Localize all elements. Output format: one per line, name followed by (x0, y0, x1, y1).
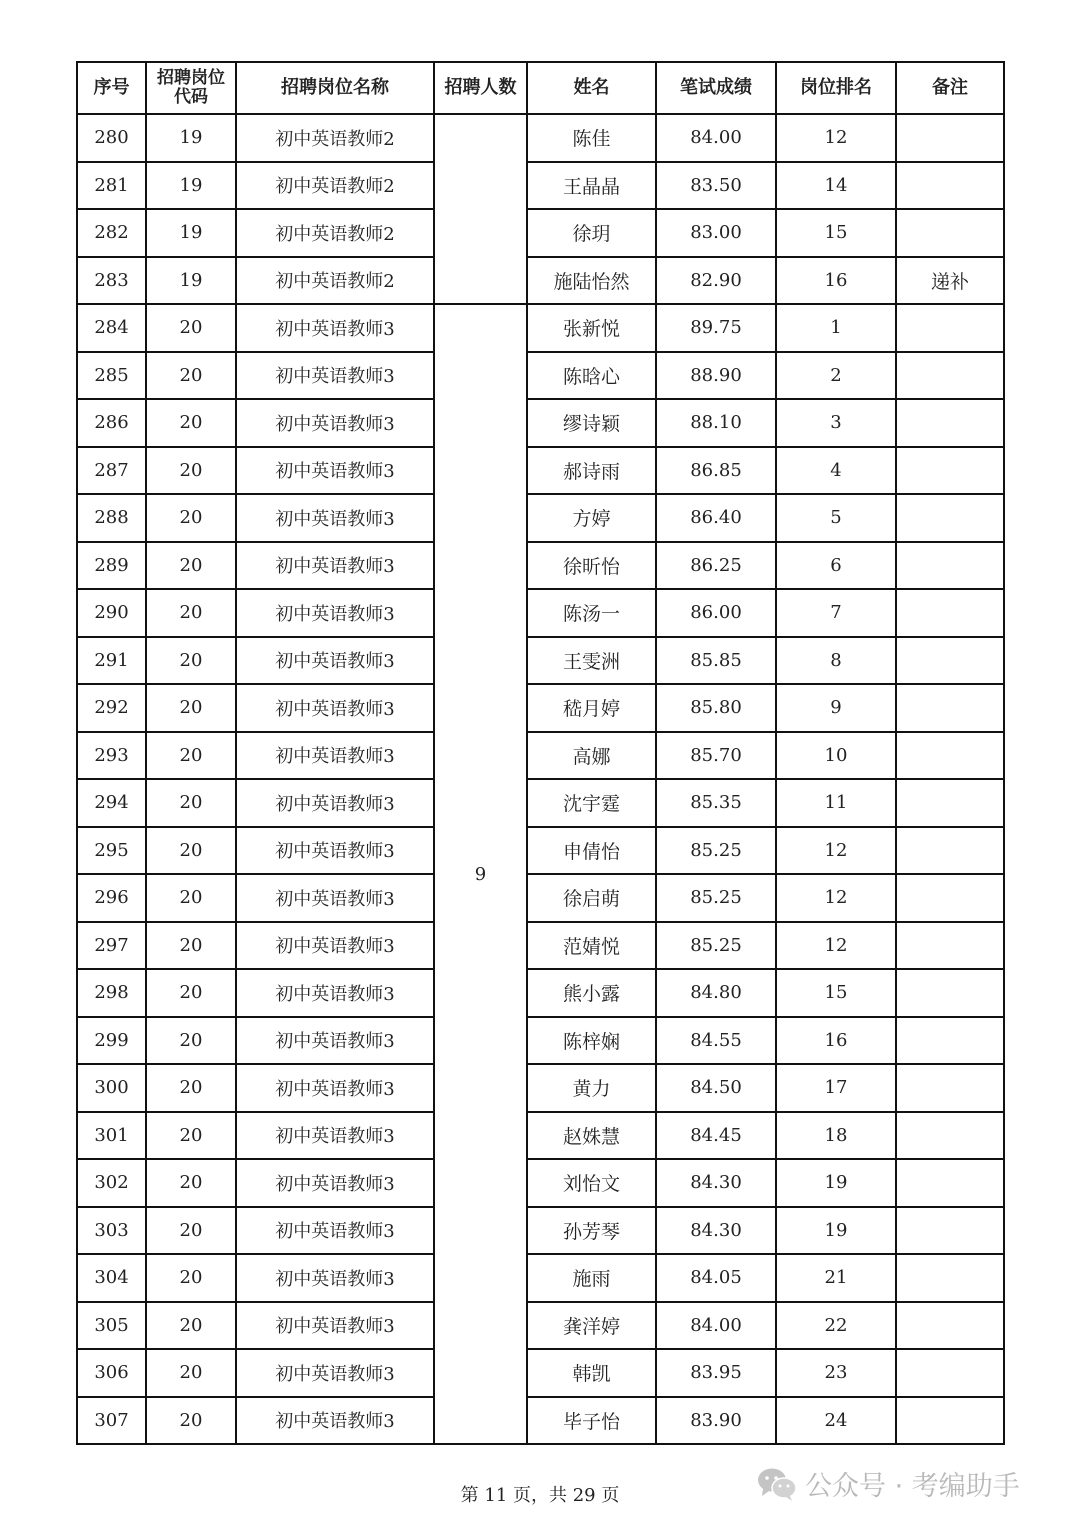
row-post-rank: 12 (776, 827, 896, 875)
table-row (77, 1207, 1004, 1255)
row-post-rank: 1 (776, 304, 896, 352)
row-remark (896, 732, 1004, 780)
row-candidate-name: 赵姝慧 (527, 1112, 656, 1160)
row-remark (896, 1302, 1004, 1350)
row-candidate-name: 陈佳 (527, 114, 656, 162)
row-written-score: 88.90 (656, 352, 776, 400)
row-seq: 300 (77, 1064, 146, 1112)
table-row (77, 637, 1004, 685)
row-written-score: 85.85 (656, 637, 776, 685)
row-post-name: 初中英语教师3 (236, 732, 434, 780)
row-post-name: 初中英语教师2 (236, 114, 434, 162)
table-row (77, 447, 1004, 495)
row-post-code: 20 (146, 1112, 236, 1160)
row-post-code: 20 (146, 399, 236, 447)
row-written-score: 88.10 (656, 399, 776, 447)
row-written-score: 82.90 (656, 257, 776, 305)
row-written-score: 85.80 (656, 684, 776, 732)
row-post-code: 20 (146, 922, 236, 970)
row-post-rank: 17 (776, 1064, 896, 1112)
row-post-name: 初中英语教师3 (236, 447, 434, 495)
row-seq: 298 (77, 969, 146, 1017)
row-remark (896, 969, 1004, 1017)
row-seq: 295 (77, 827, 146, 875)
row-post-code: 20 (146, 1397, 236, 1445)
row-seq: 301 (77, 1112, 146, 1160)
row-remark (896, 874, 1004, 922)
row-post-code: 20 (146, 447, 236, 495)
row-candidate-name: 毕子怡 (527, 1397, 656, 1445)
row-candidate-name: 徐启萌 (527, 874, 656, 922)
row-seq: 291 (77, 637, 146, 685)
row-remark (896, 1017, 1004, 1065)
row-seq: 299 (77, 1017, 146, 1065)
row-post-name: 初中英语教师3 (236, 1397, 434, 1445)
row-candidate-name: 王雯洲 (527, 637, 656, 685)
row-post-code: 20 (146, 969, 236, 1017)
header-row (77, 62, 1004, 114)
row-seq: 285 (77, 352, 146, 400)
table-row (77, 1017, 1004, 1065)
row-candidate-name: 范婧悦 (527, 922, 656, 970)
row-post-name: 初中英语教师3 (236, 637, 434, 685)
row-written-score: 85.25 (656, 827, 776, 875)
header-post-rank: 岗位排名 (776, 62, 896, 114)
hire-count-group-20: 9 (434, 304, 527, 1444)
row-written-score: 85.70 (656, 732, 776, 780)
table-row (77, 827, 1004, 875)
row-seq: 280 (77, 114, 146, 162)
table-row (77, 779, 1004, 827)
table-row (77, 1302, 1004, 1350)
row-post-code: 19 (146, 162, 236, 210)
row-remark (896, 399, 1004, 447)
row-written-score: 84.30 (656, 1159, 776, 1207)
row-written-score: 84.45 (656, 1112, 776, 1160)
row-candidate-name: 嵇月婷 (527, 684, 656, 732)
row-remark (896, 1207, 1004, 1255)
row-post-code: 20 (146, 494, 236, 542)
table-row (77, 1159, 1004, 1207)
row-candidate-name: 龚洋婷 (527, 1302, 656, 1350)
row-candidate-name: 张新悦 (527, 304, 656, 352)
row-written-score: 84.00 (656, 1302, 776, 1350)
row-remark (896, 162, 1004, 210)
row-post-code: 20 (146, 1017, 236, 1065)
row-post-rank: 14 (776, 162, 896, 210)
row-seq: 284 (77, 304, 146, 352)
row-remark (896, 114, 1004, 162)
row-written-score: 84.00 (656, 114, 776, 162)
header-hire-count: 招聘人数 (434, 62, 527, 114)
table-row (77, 874, 1004, 922)
row-post-code: 20 (146, 589, 236, 637)
row-seq: 281 (77, 162, 146, 210)
row-seq: 305 (77, 1302, 146, 1350)
table-row (77, 732, 1004, 780)
row-post-rank: 19 (776, 1207, 896, 1255)
table-row (77, 162, 1004, 210)
row-post-code: 20 (146, 1302, 236, 1350)
row-post-name: 初中英语教师3 (236, 1112, 434, 1160)
row-post-rank: 7 (776, 589, 896, 637)
row-post-rank: 22 (776, 1302, 896, 1350)
row-post-rank: 12 (776, 114, 896, 162)
row-post-rank: 11 (776, 779, 896, 827)
table-row (77, 589, 1004, 637)
row-remark (896, 637, 1004, 685)
row-seq: 304 (77, 1254, 146, 1302)
row-candidate-name: 高娜 (527, 732, 656, 780)
row-post-name: 初中英语教师3 (236, 399, 434, 447)
row-post-name: 初中英语教师3 (236, 542, 434, 590)
row-candidate-name: 方婷 (527, 494, 656, 542)
row-seq: 293 (77, 732, 146, 780)
row-candidate-name: 熊小露 (527, 969, 656, 1017)
row-candidate-name: 徐昕怡 (527, 542, 656, 590)
row-remark: 递补 (896, 257, 1004, 305)
row-post-name: 初中英语教师2 (236, 209, 434, 257)
row-post-rank: 9 (776, 684, 896, 732)
row-post-name: 初中英语教师3 (236, 1302, 434, 1350)
row-written-score: 86.85 (656, 447, 776, 495)
header-remarks: 备注 (896, 62, 1004, 114)
row-post-rank: 2 (776, 352, 896, 400)
table-row (77, 969, 1004, 1017)
row-written-score: 86.00 (656, 589, 776, 637)
row-post-code: 20 (146, 732, 236, 780)
table-row (77, 1112, 1004, 1160)
row-post-code: 20 (146, 352, 236, 400)
row-remark (896, 352, 1004, 400)
row-post-code: 19 (146, 209, 236, 257)
row-remark (896, 922, 1004, 970)
row-post-code: 20 (146, 684, 236, 732)
row-seq: 294 (77, 779, 146, 827)
table-row (77, 494, 1004, 542)
table-row (77, 352, 1004, 400)
results-table (76, 61, 1005, 1445)
row-post-rank: 10 (776, 732, 896, 780)
row-seq: 297 (77, 922, 146, 970)
header-post-code (146, 62, 236, 114)
row-post-name: 初中英语教师2 (236, 257, 434, 305)
table-row (77, 1349, 1004, 1397)
row-written-score: 83.95 (656, 1349, 776, 1397)
row-written-score: 84.55 (656, 1017, 776, 1065)
row-post-code: 20 (146, 1254, 236, 1302)
row-post-name: 初中英语教师3 (236, 1349, 434, 1397)
row-candidate-name: 黄力 (527, 1064, 656, 1112)
row-candidate-name: 郝诗雨 (527, 447, 656, 495)
table-body (77, 114, 1004, 1444)
row-post-name: 初中英语教师3 (236, 1017, 434, 1065)
row-candidate-name: 申倩怡 (527, 827, 656, 875)
row-seq: 283 (77, 257, 146, 305)
row-post-rank: 4 (776, 447, 896, 495)
page-number: 第 11 页，共 29 页 (460, 1485, 620, 1506)
row-seq: 290 (77, 589, 146, 637)
row-post-code: 20 (146, 1159, 236, 1207)
row-candidate-name: 陈汤一 (527, 589, 656, 637)
row-post-name: 初中英语教师3 (236, 1159, 434, 1207)
row-post-rank: 23 (776, 1349, 896, 1397)
table-row (77, 304, 1004, 352)
row-post-code: 20 (146, 1064, 236, 1112)
row-post-name: 初中英语教师3 (236, 922, 434, 970)
row-post-name: 初中英语教师3 (236, 827, 434, 875)
row-written-score: 83.00 (656, 209, 776, 257)
row-written-score: 86.40 (656, 494, 776, 542)
row-remark (896, 447, 1004, 495)
table-row (77, 922, 1004, 970)
row-post-rank: 16 (776, 257, 896, 305)
row-post-name: 初中英语教师3 (236, 969, 434, 1017)
row-post-rank: 18 (776, 1112, 896, 1160)
header-post-code-text: 招聘岗位 代码 (157, 68, 225, 107)
row-remark (896, 1159, 1004, 1207)
row-post-code: 19 (146, 114, 236, 162)
row-seq: 306 (77, 1349, 146, 1397)
row-candidate-name: 陈晗心 (527, 352, 656, 400)
table-row (77, 257, 1004, 305)
header-seq: 序号 (77, 62, 146, 114)
row-post-rank: 8 (776, 637, 896, 685)
table-row (77, 1254, 1004, 1302)
row-written-score: 84.30 (656, 1207, 776, 1255)
row-seq: 307 (77, 1397, 146, 1445)
row-post-rank: 15 (776, 969, 896, 1017)
row-seq: 286 (77, 399, 146, 447)
row-post-rank: 12 (776, 874, 896, 922)
row-post-name: 初中英语教师3 (236, 684, 434, 732)
table-row (77, 399, 1004, 447)
row-written-score: 84.80 (656, 969, 776, 1017)
row-post-rank: 19 (776, 1159, 896, 1207)
row-written-score: 85.35 (656, 779, 776, 827)
header-written-score: 笔试成绩 (656, 62, 776, 114)
row-seq: 288 (77, 494, 146, 542)
row-candidate-name: 缪诗颖 (527, 399, 656, 447)
row-post-code: 20 (146, 827, 236, 875)
row-candidate-name: 刘怡文 (527, 1159, 656, 1207)
row-remark (896, 1397, 1004, 1445)
row-written-score: 83.50 (656, 162, 776, 210)
header-candidate-name: 姓名 (527, 62, 656, 114)
row-remark (896, 827, 1004, 875)
row-written-score: 86.25 (656, 542, 776, 590)
row-candidate-name: 徐玥 (527, 209, 656, 257)
row-written-score: 84.50 (656, 1064, 776, 1112)
row-post-code: 19 (146, 257, 236, 305)
row-post-rank: 21 (776, 1254, 896, 1302)
table-row (77, 114, 1004, 162)
row-candidate-name: 韩凯 (527, 1349, 656, 1397)
row-seq: 303 (77, 1207, 146, 1255)
row-remark (896, 304, 1004, 352)
row-candidate-name: 施陆怡然 (527, 257, 656, 305)
row-remark (896, 684, 1004, 732)
row-post-name: 初中英语教师3 (236, 779, 434, 827)
row-post-name: 初中英语教师3 (236, 874, 434, 922)
row-candidate-name: 沈宇霆 (527, 779, 656, 827)
row-post-name: 初中英语教师3 (236, 352, 434, 400)
row-remark (896, 209, 1004, 257)
row-post-rank: 12 (776, 922, 896, 970)
row-candidate-name: 孙芳琴 (527, 1207, 656, 1255)
header-post-name: 招聘岗位名称 (236, 62, 434, 114)
row-remark (896, 779, 1004, 827)
row-post-name: 初中英语教师3 (236, 589, 434, 637)
row-remark (896, 494, 1004, 542)
row-post-rank: 5 (776, 494, 896, 542)
row-seq: 287 (77, 447, 146, 495)
table-row (77, 542, 1004, 590)
row-post-name: 初中英语教师3 (236, 494, 434, 542)
table-row (77, 684, 1004, 732)
row-post-rank: 15 (776, 209, 896, 257)
row-candidate-name: 施雨 (527, 1254, 656, 1302)
row-seq: 282 (77, 209, 146, 257)
row-post-rank: 3 (776, 399, 896, 447)
row-remark (896, 542, 1004, 590)
row-remark (896, 1254, 1004, 1302)
row-seq: 289 (77, 542, 146, 590)
row-post-name: 初中英语教师3 (236, 1254, 434, 1302)
row-post-code: 20 (146, 542, 236, 590)
hire-count-group-19 (434, 114, 527, 304)
row-written-score: 89.75 (656, 304, 776, 352)
row-remark (896, 1349, 1004, 1397)
row-post-code: 20 (146, 304, 236, 352)
row-post-rank: 24 (776, 1397, 896, 1445)
wechat-icon (757, 1467, 797, 1501)
row-post-code: 20 (146, 637, 236, 685)
table-row (77, 1397, 1004, 1445)
row-written-score: 85.25 (656, 922, 776, 970)
row-post-rank: 16 (776, 1017, 896, 1065)
table-row (77, 209, 1004, 257)
row-post-code: 20 (146, 779, 236, 827)
row-written-score: 84.05 (656, 1254, 776, 1302)
row-post-name: 初中英语教师3 (236, 1207, 434, 1255)
row-seq: 292 (77, 684, 146, 732)
row-written-score: 83.90 (656, 1397, 776, 1445)
row-remark (896, 1112, 1004, 1160)
row-candidate-name: 陈梓娴 (527, 1017, 656, 1065)
row-written-score: 85.25 (656, 874, 776, 922)
watermark (757, 1464, 1020, 1503)
row-post-code: 20 (146, 1207, 236, 1255)
row-post-code: 20 (146, 1349, 236, 1397)
row-post-name: 初中英语教师3 (236, 304, 434, 352)
row-seq: 296 (77, 874, 146, 922)
row-candidate-name: 王晶晶 (527, 162, 656, 210)
row-remark (896, 589, 1004, 637)
row-post-name: 初中英语教师2 (236, 162, 434, 210)
row-post-rank: 6 (776, 542, 896, 590)
row-post-name: 初中英语教师3 (236, 1064, 434, 1112)
row-post-code: 20 (146, 874, 236, 922)
row-remark (896, 1064, 1004, 1112)
watermark-text: 公众号 · 考编助手 (805, 1471, 1020, 1502)
row-seq: 302 (77, 1159, 146, 1207)
table-row (77, 1064, 1004, 1112)
